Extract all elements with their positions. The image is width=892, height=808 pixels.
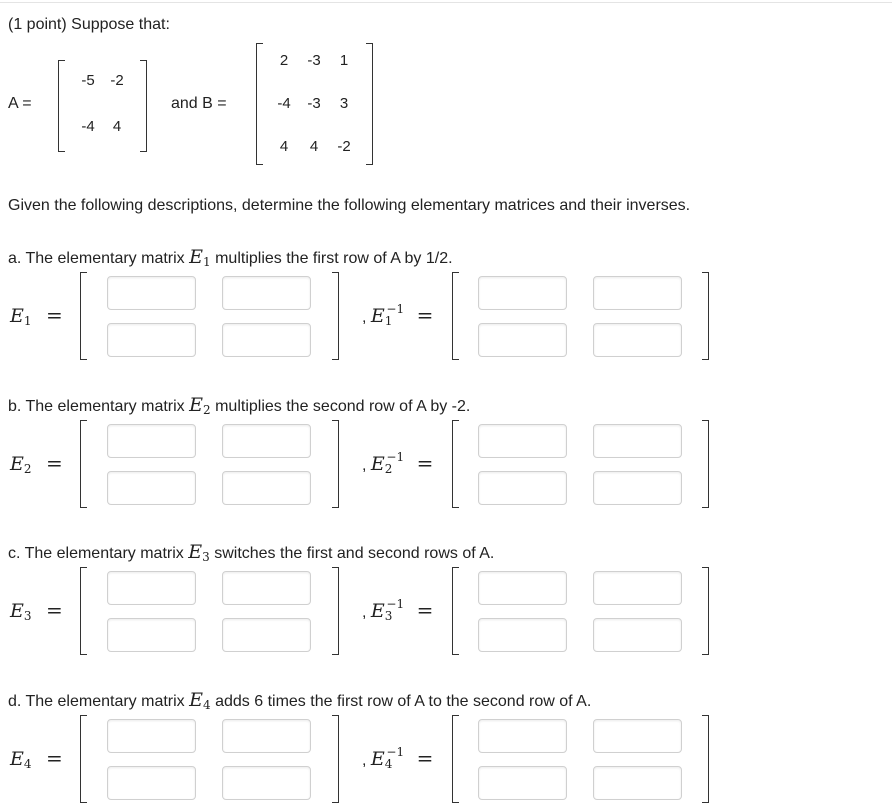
- matrix-letter: E: [370, 453, 385, 475]
- comma: ,: [362, 457, 367, 474]
- inverse-superscript: −1: [386, 302, 405, 316]
- matrix-a-cell: -4: [81, 118, 95, 135]
- e2-inverse-symbol: [370, 450, 405, 476]
- e2-inverse-entry-r2c1[interactable]: [478, 471, 567, 505]
- e3-label: [10, 598, 63, 622]
- e3-inverse-symbol: [370, 597, 405, 623]
- e4-entry-r1c1[interactable]: [107, 719, 196, 753]
- part-text-after: multiplies the second row of A by -2.: [215, 398, 471, 415]
- e1-inverse-right-bracket: [702, 272, 709, 360]
- matrix-b-cell: -4: [277, 95, 291, 112]
- matrix-subscript: 1: [384, 314, 393, 328]
- e4-inverse-entry-r2c1[interactable]: [478, 766, 567, 800]
- e3-entry-r1c2[interactable]: [222, 571, 311, 605]
- e4-inverse-right-bracket: [702, 715, 709, 803]
- part-matrix-symbol: [188, 541, 210, 563]
- matrix-b-right-bracket: [366, 43, 373, 165]
- part-text-after: multiplies the first row of A by 1/2.: [215, 250, 453, 267]
- instructions: Given the following descriptions, determine the following elementary matrices and their inverses.: [8, 197, 691, 214]
- e3-entry-r2c2[interactable]: [222, 618, 311, 652]
- e3-inverse-left-bracket: [452, 567, 459, 655]
- e4-inverse-symbol: [370, 745, 405, 771]
- e1-inverse-symbol: [370, 302, 405, 328]
- part-letter: c.: [8, 545, 21, 562]
- equals-sign: =: [45, 451, 63, 475]
- part-description: [8, 689, 591, 711]
- matrix-subscript: 4: [384, 757, 393, 771]
- matrix-letter: E: [189, 394, 203, 416]
- e3-entry-r2c1[interactable]: [107, 618, 196, 652]
- equals-sign: =: [45, 746, 63, 770]
- matrix-subscript: 3: [384, 609, 393, 623]
- e2-entry-r2c2[interactable]: [222, 471, 311, 505]
- equals-sign: =: [416, 746, 434, 770]
- matrix-letter: E: [189, 689, 203, 711]
- part-text-before: The elementary matrix: [25, 250, 185, 267]
- matrix-subscript: 2: [384, 462, 393, 476]
- e1-inverse-left-bracket: [452, 272, 459, 360]
- e1-entry-r2c1[interactable]: [107, 323, 196, 357]
- e2-entry-r2c1[interactable]: [107, 471, 196, 505]
- matrix-a-label: A =: [8, 95, 32, 112]
- e2-entry-r1c1[interactable]: [107, 424, 196, 458]
- e3-left-bracket: [80, 567, 87, 655]
- e1-inverse-entry-r1c2[interactable]: [593, 276, 682, 310]
- e3-inverse-entry-r2c2[interactable]: [593, 618, 682, 652]
- e4-label: [10, 746, 63, 770]
- matrix-subscript: 3: [202, 550, 210, 564]
- matrix-letter: E: [10, 453, 24, 475]
- equals-sign: =: [45, 303, 63, 327]
- e1-entry-r1c2[interactable]: [222, 276, 311, 310]
- matrix-letter: E: [189, 246, 203, 268]
- equals-sign: =: [45, 598, 63, 622]
- equals-sign: =: [416, 451, 434, 475]
- matrix-letter: E: [370, 600, 385, 622]
- part-letter: b.: [8, 398, 22, 415]
- e3-inverse-entry-r2c1[interactable]: [478, 618, 567, 652]
- inverse-superscript: −1: [386, 597, 405, 611]
- e1-inverse-entry-r2c1[interactable]: [478, 323, 567, 357]
- part-text-after: adds 6 times the first row of A to the second row of A.: [215, 693, 592, 710]
- e1-label: [10, 303, 63, 327]
- matrix-a-cell: -5: [81, 72, 95, 89]
- inverse-superscript: −1: [386, 450, 405, 464]
- part-letter: d.: [8, 693, 22, 710]
- e1-right-bracket: [332, 272, 339, 360]
- e4-inverse-label: [362, 746, 433, 770]
- part-text-after: switches the first and second rows of A.: [214, 545, 495, 562]
- matrix-a-cell: -2: [110, 72, 124, 89]
- e4-inverse-entry-r2c2[interactable]: [593, 766, 682, 800]
- matrix-subscript: 3: [23, 609, 32, 623]
- matrix-letter: E: [370, 305, 385, 327]
- matrix-subscript: 2: [203, 403, 211, 417]
- e1-entry-r1c1[interactable]: [107, 276, 196, 310]
- e2-inverse-left-bracket: [452, 420, 459, 508]
- part-description: [8, 541, 494, 563]
- e4-left-bracket: [80, 715, 87, 803]
- e4-right-bracket: [332, 715, 339, 803]
- matrix-subscript: 4: [23, 757, 32, 771]
- matrix-b-left-bracket: [256, 43, 263, 165]
- part-text-before: The elementary matrix: [24, 545, 184, 562]
- matrix-a-cell: 4: [112, 118, 122, 135]
- matrix-a-left-bracket: [58, 60, 65, 152]
- matrix-b-cell: 1: [339, 52, 349, 69]
- part-text-before: The elementary matrix: [25, 693, 185, 710]
- e3-inverse-label: [362, 598, 433, 622]
- matrix-letter: E: [188, 541, 203, 563]
- e4-entry-r2c2[interactable]: [222, 766, 311, 800]
- e4-entry-r1c2[interactable]: [222, 719, 311, 753]
- e2-right-bracket: [332, 420, 339, 508]
- matrix-b-cell: -2: [337, 138, 351, 155]
- e1-inverse-entry-r2c2[interactable]: [593, 323, 682, 357]
- matrix-b-cell: 4: [279, 138, 289, 155]
- e2-inverse-right-bracket: [702, 420, 709, 508]
- comma: ,: [362, 604, 367, 621]
- e2-inverse-entry-r1c2[interactable]: [593, 424, 682, 458]
- part-description: [8, 394, 470, 416]
- e1-left-bracket: [80, 272, 87, 360]
- comma: ,: [362, 309, 367, 326]
- e4-inverse-left-bracket: [452, 715, 459, 803]
- e4-entry-r2c1[interactable]: [107, 766, 196, 800]
- e2-label: [10, 451, 63, 475]
- matrix-subscript: 4: [203, 698, 211, 712]
- equals-sign: =: [416, 598, 434, 622]
- e2-inverse-entry-r2c2[interactable]: [593, 471, 682, 505]
- problem-intro: (1 point) Suppose that:: [8, 16, 170, 33]
- e4-symbol: [10, 748, 32, 770]
- e3-entry-r1c1[interactable]: [107, 571, 196, 605]
- part-matrix-symbol: [189, 246, 211, 268]
- matrix-letter: E: [10, 748, 24, 770]
- matrix-letter: E: [10, 305, 24, 327]
- matrix-letter: E: [10, 600, 24, 622]
- matrix-subscript: 1: [203, 255, 211, 269]
- matrix-b-cell: -3: [307, 52, 321, 69]
- e2-inverse-entry-r1c1[interactable]: [478, 424, 567, 458]
- top-divider: [0, 2, 892, 3]
- part-matrix-symbol: [189, 689, 211, 711]
- matrix-a-right-bracket: [140, 60, 147, 152]
- e4-inverse-entry-r1c1[interactable]: [478, 719, 567, 753]
- matrix-b-cell: -3: [307, 95, 321, 112]
- part-matrix-symbol: [189, 394, 211, 416]
- matrix-b-label: and B =: [171, 95, 227, 112]
- e1-inverse-label: [362, 303, 433, 327]
- e1-symbol: [10, 305, 32, 327]
- equals-sign: =: [416, 303, 434, 327]
- matrix-b-cell: 4: [309, 138, 319, 155]
- e3-right-bracket: [332, 567, 339, 655]
- e2-symbol: [10, 453, 32, 475]
- e1-entry-r2c2[interactable]: [222, 323, 311, 357]
- e3-inverse-right-bracket: [702, 567, 709, 655]
- e3-inverse-entry-r1c1[interactable]: [478, 571, 567, 605]
- matrix-b-cell: 2: [279, 52, 289, 69]
- e3-inverse-entry-r1c2[interactable]: [593, 571, 682, 605]
- matrix-subscript: 1: [23, 314, 32, 328]
- e4-inverse-entry-r1c2[interactable]: [593, 719, 682, 753]
- e2-left-bracket: [80, 420, 87, 508]
- e2-inverse-label: [362, 451, 433, 475]
- part-letter: a.: [8, 250, 22, 267]
- part-text-before: The elementary matrix: [25, 398, 185, 415]
- part-description: [8, 246, 453, 268]
- matrix-letter: E: [370, 748, 385, 770]
- e1-inverse-entry-r1c1[interactable]: [478, 276, 567, 310]
- e2-entry-r1c2[interactable]: [222, 424, 311, 458]
- e3-symbol: [10, 600, 32, 622]
- matrix-b-cell: 3: [339, 95, 349, 112]
- comma: ,: [362, 752, 367, 769]
- matrix-subscript: 2: [23, 462, 32, 476]
- inverse-superscript: −1: [386, 745, 405, 759]
